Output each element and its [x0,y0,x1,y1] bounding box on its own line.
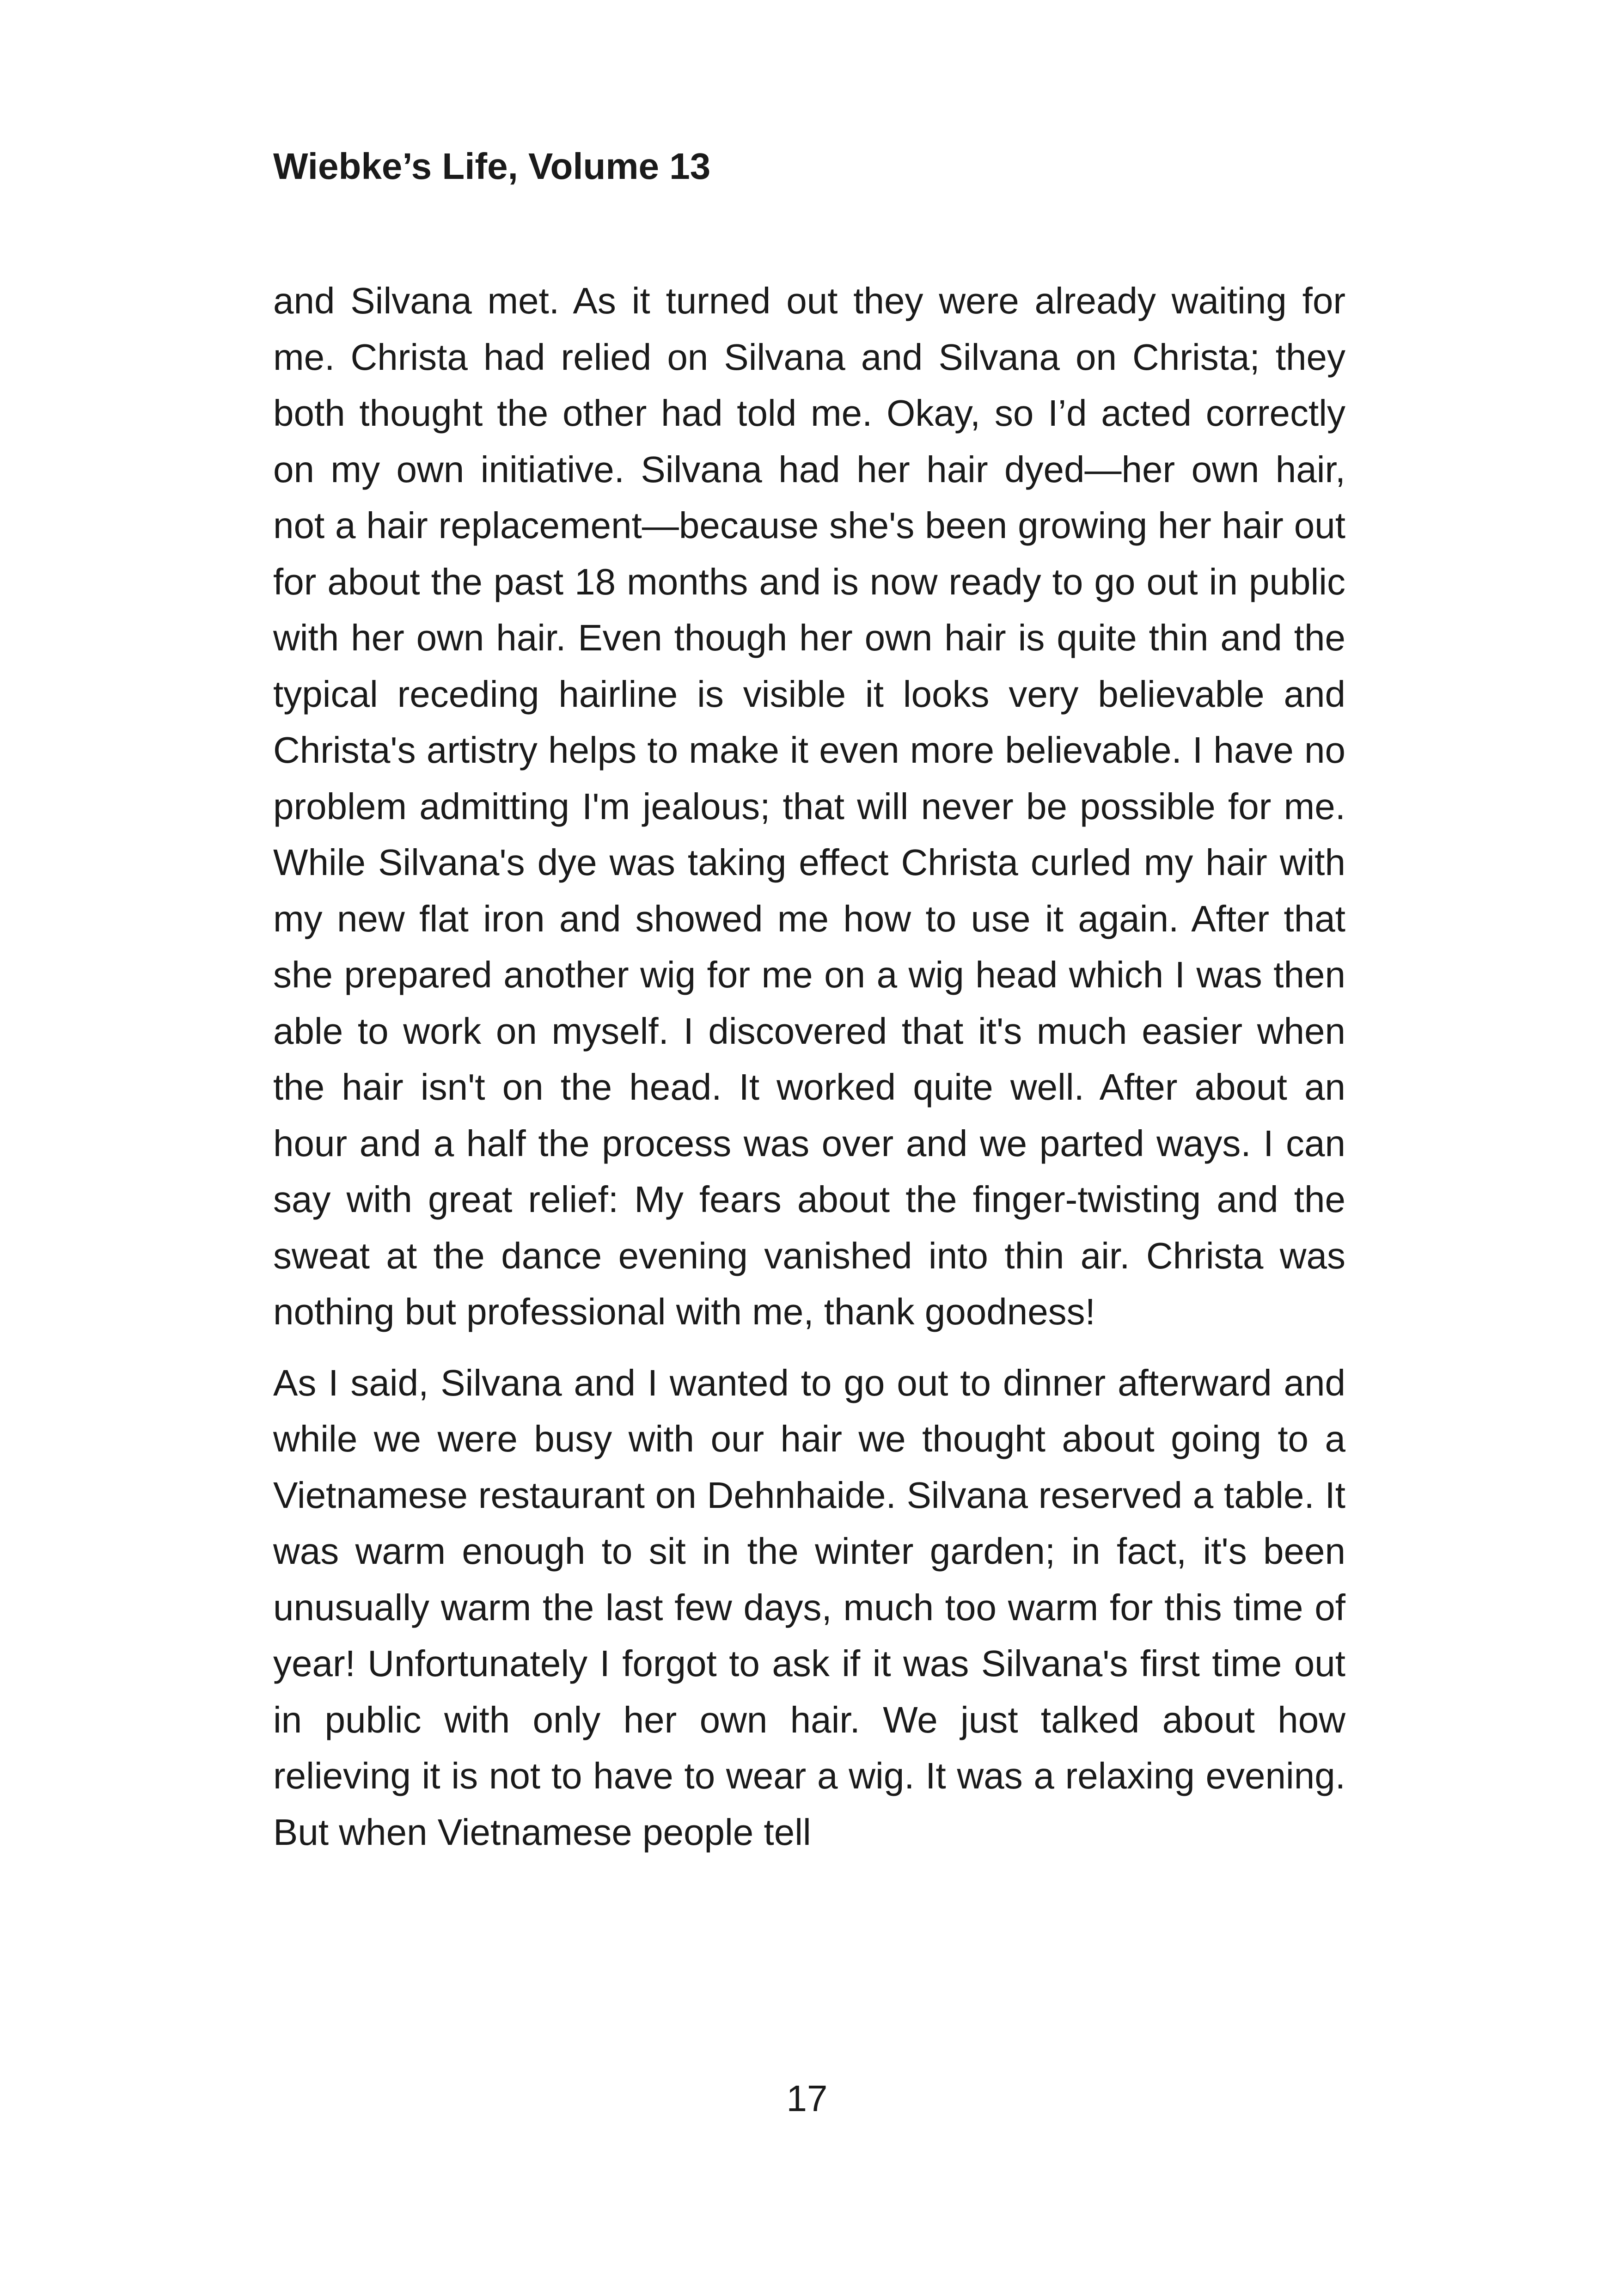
page-number: 17 [786,2078,828,2119]
body-text [273,273,1345,1860]
paragraph-2: As I said, Silvana and I wanted to go out to dinner afterward and while we were busy with our hair we thought about going to a Vietnamese restaurant on Dehnhaide. Silvana reserved a table. It was warm enough to sit in the winter garden; in fact, it's been unusually warm the last few days, much too warm for this time of year! Unfortunately I forgot to ask if it was Silvana's first time out in public with only her own hair. We just talked about how relieving it is not to have to wear a wig. It was a relaxing evening. But when Vietnamese people tell [273,1362,1345,1853]
paragraph-1: and Silvana met. As it turned out they were already waiting for me. Christa had relied on Silvana and Silvana on Christa; they both thought the other had told me. Okay, so I’d acted correctly on my own initiative. Silvana had her hair dyed—her own hair, not a hair replacement—because she's been growing her hair out for about the past 18 months and is now ready to go out in public with her own hair. Even though her own hair is quite thin and the typical receding hairline is visible it looks very believable and Christa's artistry helps to make it even more believable. I have no problem admitting I'm jealous; that will never be possible for me. While Silvana's dye was taking effect Christa curled my hair with my new flat iron and showed me how to use it again. After that she prepared another wig for me on a wig head which I was then able to work on myself. I discovered that it's much easier when the hair isn't on the head. It worked quite well. After about an hour and a half the process was over and we parted ways. I can say with great relief: My fears about the finger-twisting and the sweat at the dance evening vanished into thin air. Christa was nothing but professional with me, thank goodness! [273,280,1345,1332]
running-head: Wiebke’s Life, Volume 13 [273,146,711,187]
